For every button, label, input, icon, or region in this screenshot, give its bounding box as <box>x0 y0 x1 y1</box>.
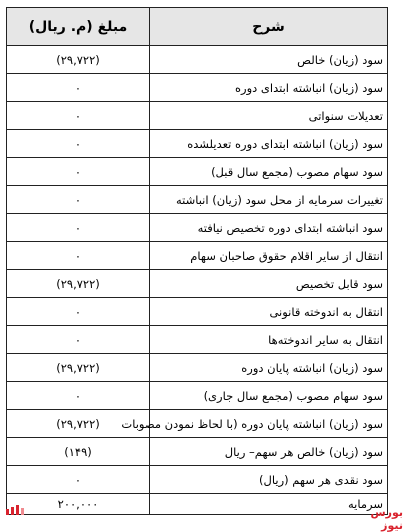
row-amount: ۰ <box>7 74 150 102</box>
table-row <box>7 242 388 270</box>
table-row <box>7 466 388 494</box>
row-description: انتقال از سایر اقلام حقوق صاحبان سهام <box>150 242 388 270</box>
row-amount: ۰ <box>7 242 150 270</box>
table-row <box>7 326 388 354</box>
table-row <box>7 438 388 466</box>
row-description: سود (زیان) انباشته ابتدای دوره <box>150 74 388 102</box>
table-row <box>7 214 388 242</box>
profit-loss-allocation-table <box>6 7 388 515</box>
row-amount: (۲۹,۷۲۲) <box>7 270 150 298</box>
row-description: سود سهام مصوب (مجمع سال قبل) <box>150 158 388 186</box>
row-amount: ۰ <box>7 382 150 410</box>
row-description: سود انباشته ابتدای دوره تخصیص نیافته <box>150 214 388 242</box>
row-description: سرمایه <box>150 494 388 515</box>
row-amount: (۲۹,۷۲۲) <box>7 46 150 74</box>
watermark-text: بورس نیوز <box>370 506 403 532</box>
row-amount: ۰ <box>7 130 150 158</box>
row-description: سود سهام مصوب (مجمع سال جاری) <box>150 382 388 410</box>
table-row <box>7 270 388 298</box>
row-description: سود (زیان) خالص هر سهم– ریال <box>150 438 388 466</box>
table-row <box>7 382 388 410</box>
row-amount: ۰ <box>7 186 150 214</box>
row-amount: ۰ <box>7 326 150 354</box>
table-row <box>7 494 388 515</box>
row-description: سود (زیان) خالص <box>150 46 388 74</box>
table-row <box>7 410 388 438</box>
table-row <box>7 298 388 326</box>
financial-table-container <box>6 7 387 515</box>
table-row <box>7 46 388 74</box>
row-description: تغییرات سرمایه از محل سود (زیان) انباشته <box>150 186 388 214</box>
row-amount: ۲۰۰,۰۰۰ <box>7 494 150 515</box>
row-description: سود قابل تخصیص <box>150 270 388 298</box>
row-amount: ۰ <box>7 158 150 186</box>
header-description: شرح <box>150 8 388 46</box>
row-description: سود نقدی هر سهم (ریال) <box>150 466 388 494</box>
row-description: سود (زیان) انباشته پایان دوره (با لحاظ نمودن مصوبات <box>150 410 388 438</box>
row-description: سود (زیان) انباشته ابتدای دوره تعدیلشده <box>150 130 388 158</box>
header-amount: مبلغ (م. ریال) <box>7 8 150 46</box>
table-row <box>7 130 388 158</box>
row-description: تعدیلات سنواتی <box>150 102 388 130</box>
row-amount: ۰ <box>7 466 150 494</box>
row-description: انتقال به اندوخته قانونی <box>150 298 388 326</box>
row-description: انتقال به سایر اندوخته‌ها <box>150 326 388 354</box>
watermark-logo-icon <box>6 505 24 515</box>
table-row <box>7 102 388 130</box>
table-row <box>7 158 388 186</box>
row-amount: (۱۴۹) <box>7 438 150 466</box>
row-description: سود (زیان) انباشته پایان دوره <box>150 354 388 382</box>
table-row <box>7 186 388 214</box>
table-header-row <box>7 8 388 46</box>
row-amount: (۲۹,۷۲۲) <box>7 354 150 382</box>
row-amount: ۰ <box>7 214 150 242</box>
row-amount: ۰ <box>7 102 150 130</box>
row-amount: ۰ <box>7 298 150 326</box>
table-row <box>7 74 388 102</box>
table-row <box>7 354 388 382</box>
row-amount: (۲۹,۷۲۲) <box>7 410 150 438</box>
